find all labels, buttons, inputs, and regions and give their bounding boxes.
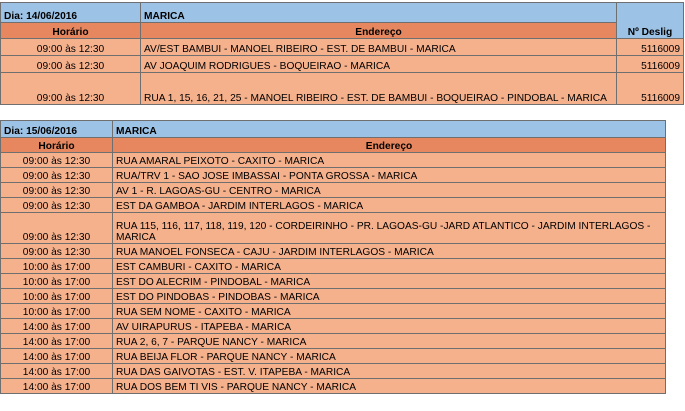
address-cell: RUA 2, 6, 7 - PARQUE NANCY - MARICA: [113, 334, 666, 349]
address-cell: AV UIRAPURUS - ITAPEBA - MARICA: [113, 319, 666, 334]
table-row: [1, 213, 666, 244]
address-cell: EST DO PINDOBAS - PINDOBAS - MARICA: [113, 289, 666, 304]
schedule-table-day-1: [0, 2, 684, 105]
time-cell: 09:00 às 12:30: [1, 198, 113, 213]
time-cell: 14:00 às 17:00: [1, 349, 113, 364]
address-cell: EST CAMBURI - CAXITO - MARICA: [113, 259, 666, 274]
time-cell: 09:00 às 12:30: [1, 73, 141, 105]
table-row: [1, 289, 666, 304]
time-cell: 14:00 às 17:00: [1, 319, 113, 334]
time-cell: 14:00 às 17:00: [1, 379, 113, 394]
date-label: Dia: 15/06/2016: [1, 121, 113, 138]
address-cell: AV 1 - R. LAGOAS-GU - CENTRO - MARICA: [113, 183, 666, 198]
table-row: [1, 153, 666, 168]
table-row: [1, 183, 666, 198]
table-header-row: [1, 121, 666, 138]
schedule-table-day-2: [0, 120, 666, 394]
time-cell: 09:00 às 12:30: [1, 39, 141, 56]
horario-header: Horário: [1, 138, 113, 153]
city-label: MARICA: [141, 3, 617, 23]
table-row: [1, 364, 666, 379]
table-row: [1, 73, 684, 105]
address-cell: RUA BEIJA FLOR - PARQUE NANCY - MARICA: [113, 349, 666, 364]
address-cell: RUA AMARAL PEIXOTO - CAXITO - MARICA: [113, 153, 666, 168]
column-header-row: [1, 23, 684, 39]
address-cell: RUA 1, 15, 16, 21, 25 - MANOEL RIBEIRO - EST. DE BAMBUI - BOQUEIRAO - PINDOBAL - MARICA: [141, 73, 617, 105]
table-row: [1, 39, 684, 56]
date-label: Dia: 14/06/2016: [1, 3, 141, 23]
column-header-row: [1, 138, 666, 153]
address-cell: EST DO ALECRIM - PINDOBAL - MARICA: [113, 274, 666, 289]
endereco-header: Endereço: [113, 138, 666, 153]
endereco-header: Endereço: [141, 23, 617, 39]
horario-header: Horário: [1, 23, 141, 39]
address-cell: AV/EST BAMBUI - MANOEL RIBEIRO - EST. DE BAMBUI - MARICA: [141, 39, 617, 56]
table-row: [1, 198, 666, 213]
address-cell: RUA/TRV 1 - SAO JOSE IMBASSAI - PONTA GROSSA - MARICA: [113, 168, 666, 183]
code-cell: 5116009: [617, 73, 684, 105]
time-cell: 10:00 às 17:00: [1, 289, 113, 304]
time-cell: 09:00 às 12:30: [1, 168, 113, 183]
time-cell: 09:00 às 12:30: [1, 244, 113, 259]
address-cell: RUA MANOEL FONSECA - CAJU - JARDIM INTERLAGOS - MARICA: [113, 244, 666, 259]
address-cell: AV JOAQUIM RODRIGUES - BOQUEIRAO - MARICA: [141, 56, 617, 73]
table-header-row: [1, 3, 684, 23]
table-row: [1, 168, 666, 183]
time-cell: 10:00 às 17:00: [1, 274, 113, 289]
table-row: [1, 244, 666, 259]
table-row: [1, 259, 666, 274]
address-cell: RUA 115, 116, 117, 118, 119, 120 - CORDEIRINHO - PR. LAGOAS-GU -JARD ATLANTICO - JARDIM INTERLAGOS - MARICA: [113, 213, 666, 244]
table-row: [1, 349, 666, 364]
address-cell: RUA SEM NOME - CAXITO - MARICA: [113, 304, 666, 319]
table-row: [1, 334, 666, 349]
time-cell: 10:00 às 17:00: [1, 304, 113, 319]
time-cell: 14:00 às 17:00: [1, 334, 113, 349]
time-cell: 09:00 às 12:30: [1, 153, 113, 168]
table-row: [1, 274, 666, 289]
time-cell: 14:00 às 17:00: [1, 364, 113, 379]
table-row: [1, 319, 666, 334]
address-cell: RUA DAS GAIVOTAS - EST. V. ITAPEBA - MARICA: [113, 364, 666, 379]
table-row: [1, 304, 666, 319]
deslig-header: Nº Deslig: [617, 3, 684, 39]
time-cell: 10:00 às 17:00: [1, 259, 113, 274]
time-cell: 09:00 às 12:30: [1, 213, 113, 244]
time-cell: 09:00 às 12:30: [1, 56, 141, 73]
code-cell: 5116009: [617, 56, 684, 73]
address-cell: RUA DOS BEM TI VIS - PARQUE NANCY - MARICA: [113, 379, 666, 394]
city-label: MARICA: [113, 121, 666, 138]
address-cell: EST DA GAMBOA - JARDIM INTERLAGOS - MARICA: [113, 198, 666, 213]
table-row: [1, 56, 684, 73]
time-cell: 09:00 às 12:30: [1, 183, 113, 198]
table-row: [1, 379, 666, 394]
code-cell: 5116009: [617, 39, 684, 56]
